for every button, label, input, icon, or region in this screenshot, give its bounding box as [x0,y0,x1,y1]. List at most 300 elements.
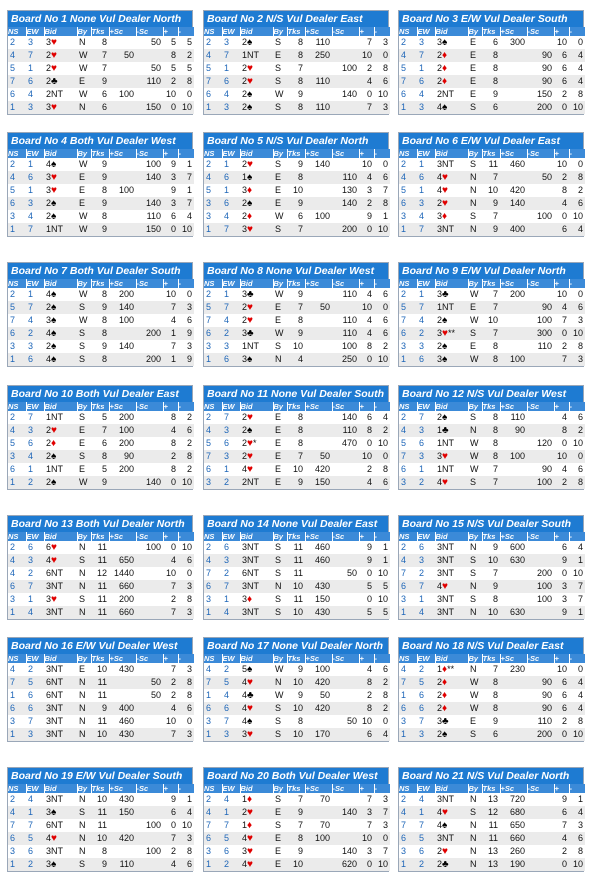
ew-score [136,728,163,741]
contract-level: 4 [46,833,52,843]
declarer: S [273,158,287,171]
declarer: N [468,663,482,676]
ns-score [500,314,527,327]
column-header: By [468,402,482,411]
tricks: 9 [91,702,109,715]
ew-pair: 4 [417,793,435,806]
ew-pair: 6 [417,75,435,88]
diamond-suit-icon: ♦ [247,211,253,222]
ns-matchpoints: 4 [554,301,569,314]
ns-score [305,437,332,450]
ns-matchpoints: 10 [163,567,178,580]
ns-score [500,75,527,88]
contract-cell [44,858,77,871]
contract-level: 1NT [46,224,64,234]
contract-level: 3 [46,102,52,112]
declarer: S [77,301,91,314]
spade-suit-icon: ♠ [247,425,253,436]
column-header: By [273,279,287,288]
ew-matchpoints: 10 [374,223,390,236]
ns-matchpoints: 4 [359,314,374,327]
ew-matchpoints: 4 [569,62,585,75]
column-header: +Sc [305,654,332,663]
column-header: + [554,149,569,158]
ns-matchpoints: 4 [554,832,569,845]
ew-pair: 6 [417,702,435,715]
table-row [8,663,194,676]
ew-pair: 7 [222,411,240,424]
column-header: Tks [91,532,109,541]
table-row [8,184,194,197]
column-header: + [163,27,178,36]
ns-matchpoints: 4 [554,411,569,424]
ew-pair: 7 [417,411,435,424]
declarer: S [273,36,287,49]
ew-score [332,49,359,62]
ew-matchpoints: 0 [374,715,390,728]
table-row [399,197,585,210]
contract-level: 2 [437,198,443,208]
ew-score [136,450,163,463]
declarer: N [468,223,482,236]
ns-matchpoints: 7 [554,314,569,327]
ew-pair: 6 [222,197,240,210]
column-header: NS [204,784,222,793]
contract-cell [44,411,77,424]
ns-pair: 1 [399,689,417,702]
ew-pair: 3 [26,728,44,741]
column-header: Tks [287,654,305,663]
board-traveller [203,637,389,742]
ew-score [332,728,359,741]
ns-pair: 7 [399,567,417,580]
ew-pair: 4 [26,88,44,101]
ew-score: 100 [527,314,554,327]
ew-matchpoints: 4 [374,728,390,741]
column-header: Tks [287,27,305,36]
ns-score: 420 [305,676,332,689]
ns-matchpoints: 8 [554,184,569,197]
declarer: N [273,353,287,366]
heart-suit-icon: ♥ [51,102,57,113]
table-row [399,75,585,88]
contract-level: 2 [242,102,248,112]
ew-pair: 3 [26,101,44,114]
ns-score [500,327,527,340]
ew-score [332,819,359,832]
ew-matchpoints: 8 [178,593,194,606]
column-header: NS [399,27,417,36]
ns-score [305,327,332,340]
ns-pair: 6 [8,463,26,476]
column-header: -Sc [332,784,359,793]
ns-matchpoints: 0 [554,210,569,223]
contract-level: 3NT [46,716,64,726]
column-header: -Sc [136,654,163,663]
ew-pair: 6 [222,75,240,88]
column-header: Bid [240,402,273,411]
ew-matchpoints: 10 [569,210,585,223]
ew-score: 140 [332,411,359,424]
tricks: 11 [482,832,500,845]
contract-level: 3NT [437,594,455,604]
column-header: Tks [482,149,500,158]
ew-pair: 2 [222,476,240,489]
ew-score [332,676,359,689]
heart-suit-icon: ♥ [51,185,57,196]
ns-pair: 4 [204,424,222,437]
column-header: -Sc [332,27,359,36]
table-row [204,327,390,340]
ns-score [500,437,527,450]
ns-pair: 6 [8,327,26,340]
ew-matchpoints: 2 [178,437,194,450]
contract-cell [435,476,468,489]
column-header: NS [8,784,26,793]
column-header: Tks [287,279,305,288]
ns-pair: 1 [399,858,417,871]
column-header: - [374,149,390,158]
declarer: N [77,580,91,593]
board-traveller [7,262,193,367]
column-header: Tks [91,784,109,793]
ns-score: 100 [305,832,332,845]
column-header: -Sc [136,27,163,36]
column-header: By [273,654,287,663]
ew-score [527,424,554,437]
header-row [204,784,390,793]
ns-score: 460 [500,158,527,171]
board-title: Board No 17 None Vul Dealer North [204,638,388,654]
ns-pair: 1 [204,728,222,741]
declarer: W [468,702,482,715]
column-header: By [77,784,91,793]
tricks: 7 [482,663,500,676]
ns-pair: 6 [204,88,222,101]
tricks: 8 [287,101,305,114]
column-header: By [77,402,91,411]
column-header: Bid [435,279,468,288]
column-header: By [273,532,287,541]
ew-matchpoints: 8 [178,689,194,702]
table-row [399,689,585,702]
table-row [204,728,390,741]
column-header: +Sc [305,532,332,541]
declarer: N [77,676,91,689]
board-title: Board No 4 Both Vul Dealer West [8,133,192,149]
spade-suit-icon: ♠ [51,354,57,365]
table-row [8,567,194,580]
tricks: 11 [287,541,305,554]
ns-matchpoints: 10 [359,301,374,314]
ew-matchpoints: 7 [374,845,390,858]
contract-cell [435,301,468,314]
ew-score [136,554,163,567]
ns-score: 200 [109,411,136,424]
ew-matchpoints: 0 [374,450,390,463]
column-header: -Sc [332,402,359,411]
board-traveller [203,262,389,367]
ew-pair: 3 [222,728,240,741]
declarer: N [468,606,482,619]
ew-matchpoints: 10 [374,593,390,606]
contract-level: 1 [242,820,248,830]
tricks: 9 [287,689,305,702]
ew-pair: 7 [417,49,435,62]
board-title: Board No 1 None Vul Dealer North [8,11,192,27]
board-traveller [203,132,389,237]
contract-cell [240,101,273,114]
header-row [399,402,585,411]
ns-pair: 1 [399,353,417,366]
contract-cell [240,702,273,715]
contract-level: 3NT [437,542,455,552]
table-row [399,450,585,463]
column-header: +Sc [109,27,136,36]
ew-pair: 6 [222,541,240,554]
contract-level: 2 [46,341,52,351]
ew-pair: 3 [26,340,44,353]
contract-level: 3NT [242,607,260,617]
contract-cell [44,580,77,593]
column-header: - [374,654,390,663]
ns-score: 200 [109,437,136,450]
ns-score: 150 [109,806,136,819]
contract-cell [44,845,77,858]
column-header: - [178,654,194,663]
column-header: -Sc [332,279,359,288]
column-header: -Sc [527,279,554,288]
table-row [399,476,585,489]
ew-matchpoints: 7 [374,184,390,197]
ew-pair: 6 [417,353,435,366]
table-row [399,554,585,567]
column-header: EW [417,27,435,36]
contract-cell [240,353,273,366]
contract-level: 2 [437,412,443,422]
tricks: 9 [482,197,500,210]
contract-cell [240,541,273,554]
contract-cell [44,437,77,450]
declarer: N [468,858,482,871]
ew-pair: 7 [417,819,435,832]
ew-matchpoints: 10 [569,437,585,450]
ns-matchpoints: 1 [163,327,178,340]
ns-pair: 2 [8,541,26,554]
contract-level: 3NT [242,555,260,565]
ew-score: 50 [136,62,163,75]
declarer: W [77,158,91,171]
ns-score: 260 [500,845,527,858]
ns-score [305,715,332,728]
table-row [399,702,585,715]
ns-pair: 7 [399,819,417,832]
ew-matchpoints: 4 [569,541,585,554]
heart-suit-icon: ♥ [442,185,448,196]
contract-cell [435,832,468,845]
ns-pair: 2 [399,158,417,171]
ns-pair: 5 [8,301,26,314]
ns-score [500,88,527,101]
contract-cell [240,184,273,197]
column-header: + [359,654,374,663]
declarer: E [273,171,287,184]
ns-pair: 1 [399,728,417,741]
declarer: W [77,223,91,236]
ns-pair: 5 [204,184,222,197]
ew-pair: 3 [26,197,44,210]
spade-suit-icon: ♠ [51,289,57,300]
declarer: S [273,62,287,75]
contract-cell [240,437,273,450]
column-header: By [468,654,482,663]
column-header: By [77,27,91,36]
header-row [399,27,585,36]
declarer: E [468,49,482,62]
board-title: Board No 14 None Vul Dealer East [204,516,388,532]
ew-score [527,353,554,366]
column-header: - [178,149,194,158]
ns-matchpoints: 4 [554,197,569,210]
ns-matchpoints: 5 [359,606,374,619]
tricks: 8 [287,171,305,184]
ew-matchpoints: 6 [569,197,585,210]
contract-level: 4 [437,102,443,112]
declarer: N [468,793,482,806]
ew-pair: 6 [26,541,44,554]
declarer: N [77,606,91,619]
ns-matchpoints: 10 [554,288,569,301]
declarer: S [273,541,287,554]
contract-cell [240,663,273,676]
results-table [8,279,194,366]
ns-score: 140 [500,197,527,210]
club-suit-icon: ♣ [51,76,58,87]
declarer: W [468,689,482,702]
ew-score: 250 [332,353,359,366]
ew-pair: 1 [26,806,44,819]
tricks: 9 [287,288,305,301]
ew-score: 100 [332,340,359,353]
column-header: By [273,27,287,36]
ew-matchpoints: 0 [569,288,585,301]
ns-score [500,676,527,689]
ew-score: 100 [136,158,163,171]
ew-pair: 5 [417,832,435,845]
board-title: Board No 11 None Vul Dealer South [204,386,388,402]
ns-matchpoints: 6 [554,806,569,819]
declarer: N [77,832,91,845]
contract-cell [240,476,273,489]
ns-matchpoints: 6 [163,806,178,819]
column-header: NS [399,279,417,288]
ew-matchpoints: 1 [374,210,390,223]
declarer: E [77,171,91,184]
board-title: Board No 2 N/S Vul Dealer East [204,11,388,27]
tricks: 9 [91,75,109,88]
ew-pair: 4 [222,606,240,619]
tricks: 11 [91,580,109,593]
ns-matchpoints: 8 [359,340,374,353]
column-header: + [359,27,374,36]
ew-score [332,210,359,223]
table-row [204,715,390,728]
ns-pair: 4 [399,171,417,184]
declarer: S [273,793,287,806]
ns-matchpoints: 3 [163,197,178,210]
contract-cell [240,49,273,62]
spade-suit-icon: ♠ [442,341,448,352]
ns-matchpoints: 9 [554,554,569,567]
ns-matchpoints: 7 [359,819,374,832]
declarer: S [77,340,91,353]
results-table [204,654,390,741]
column-header: Bid [435,784,468,793]
table-row [8,832,194,845]
table-row [399,793,585,806]
ew-score: 90 [527,463,554,476]
ns-matchpoints: 10 [554,36,569,49]
column-header: Tks [482,784,500,793]
column-header: +Sc [500,149,527,158]
ew-matchpoints: 1 [178,793,194,806]
declarer: S [468,728,482,741]
column-header: NS [204,532,222,541]
column-header: NS [204,279,222,288]
contract-level: 2 [437,703,443,713]
ns-score: 170 [305,728,332,741]
ew-matchpoints: 6 [178,702,194,715]
contract-level: 3 [437,716,443,726]
ns-matchpoints: 0 [554,858,569,871]
heart-suit-icon: ♥ [51,37,57,48]
contract-cell [435,702,468,715]
declarer: W [468,437,482,450]
results-table [204,532,390,619]
contract-level: 4 [242,833,248,843]
ew-matchpoints: 4 [569,676,585,689]
ns-pair: 3 [204,593,222,606]
ew-score [332,689,359,702]
column-header: EW [417,532,435,541]
ns-score [109,158,136,171]
ns-pair: 2 [8,36,26,49]
diamond-suit-icon: ♦ [247,594,253,605]
table-row [399,327,585,340]
ns-matchpoints: 9 [163,184,178,197]
ns-matchpoints: 0 [554,101,569,114]
ew-matchpoints: 1 [374,554,390,567]
tricks: 8 [482,437,500,450]
column-header: - [374,532,390,541]
contract-level: 3 [46,37,52,47]
column-header: EW [26,532,44,541]
ns-score [500,580,527,593]
declarer: W [273,88,287,101]
ew-matchpoints: 3 [178,580,194,593]
ew-pair: 6 [417,689,435,702]
contract-cell [44,554,77,567]
ns-pair: 1 [8,476,26,489]
ns-score [109,353,136,366]
ns-score [305,62,332,75]
contract-cell [240,210,273,223]
column-header: -Sc [332,149,359,158]
ew-matchpoints: 2 [374,340,390,353]
heart-suit-icon: ♥ [442,172,448,183]
contract-cell [240,424,273,437]
ew-pair: 2 [417,476,435,489]
